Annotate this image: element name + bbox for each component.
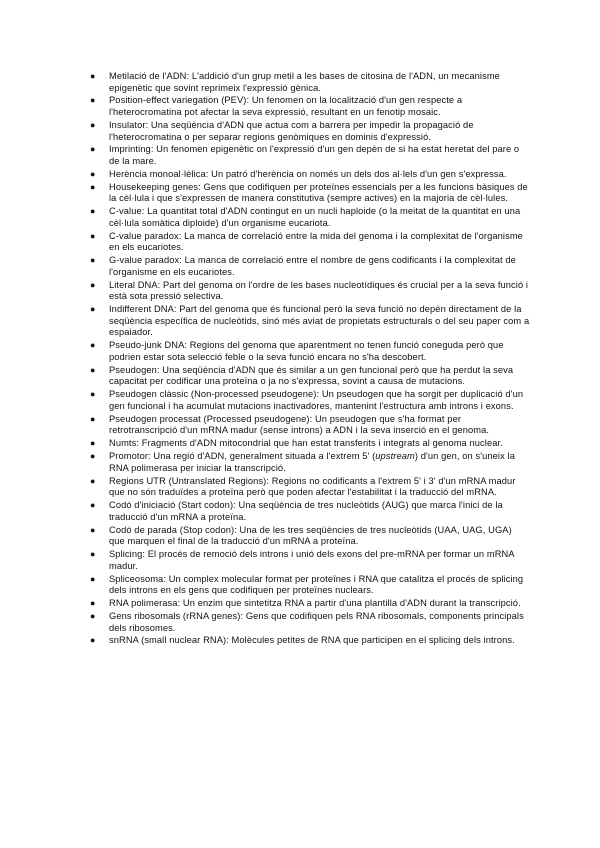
glossary-entry: Pseudogen processat (Processed pseudogene): Un pseudogen que s'ha format per retrotranscripció d'un mRNA madur (sense introns) a ADN i la seva inserció en el genoma. [109, 413, 490, 436]
list-item [90, 365, 530, 388]
list-item [90, 635, 530, 647]
bullet-icon: ● [90, 549, 96, 560]
bullet-icon: ● [90, 168, 96, 179]
list-item [90, 120, 530, 143]
glossary-entry: Numts: Fragments d'ADN mitocondrial que han estat transferits i integrats al genoma nuclear. [109, 438, 503, 449]
bullet-icon: ● [90, 475, 96, 486]
promotor-italic-term: upstream [375, 451, 415, 462]
list-item [90, 206, 530, 229]
promotor-text-after: ) d'un gen, on s'uneix la RNA polimerasa per iniciar la transcripció. [109, 451, 515, 473]
list-item [90, 304, 530, 339]
list-item [90, 438, 530, 450]
glossary-entry: Pseudo-junk DNA: Regions del genoma que aparentment no tenen funció coneguda però que podrien estar sota selecció feble o la seva funció encara no s'ha descobert. [109, 340, 504, 362]
glossary-entry: Codó de parada (Stop codon): Una de les tres seqüències de tres nucleòtids (UAA, UAG, UGA) que marquen el final de la traducció d'un mRNA a proteïna. [109, 524, 512, 547]
bullet-icon: ● [90, 304, 96, 315]
glossary-entry: Indifferent DNA: Part del genoma que és funcional però la seva funció no depèn directament de la seqüència específica de nucleòtids, sinó més aviat de propietats estructurals o del seu paper com a espaiador. [109, 304, 530, 338]
list-item [90, 549, 530, 572]
list-item [90, 144, 530, 167]
list-item [90, 525, 530, 548]
bullet-icon: ● [90, 598, 96, 609]
promotor-text-before: Promotor: Una regió d'ADN, generalment situada a l'extrem 5' ( [109, 451, 376, 462]
bullet-icon: ● [90, 71, 96, 81]
list-item [90, 95, 530, 118]
glossary-entry: Literal DNA: Part del genoma on l'ordre de les bases nucleotídiques és crucial per a la seva funció i està sota pressió selectiva. [109, 279, 529, 302]
list-item [90, 476, 530, 499]
glossary-entry: Imprinting: Un fenomen epigenètic on l'expressió d'un gen depèn de si ha estat heretat del pare o de la mare. [109, 144, 520, 167]
glossary-entry: Spliceosoma: Un complex molecular format per proteïnes i RNA que catalitza el procés de splicing dels introns en els gens que codifiquen per proteïnes nuclears. [109, 573, 524, 596]
bullet-icon: ● [90, 279, 96, 290]
glossary-entry: Codó d'iniciació (Start codon): Una seqüència de tres nucleòtids (AUG) que marca l'inici de la traducció d'un mRNA a proteïna. [109, 500, 503, 522]
list-item [90, 611, 530, 634]
bullet-icon: ● [90, 573, 96, 584]
list-item [90, 598, 530, 610]
bullet-icon: ● [90, 340, 96, 351]
bullet-icon: ● [90, 230, 96, 241]
bullet-icon: ● [90, 413, 96, 424]
bullet-icon: ● [90, 500, 96, 511]
bullet-icon: ● [90, 206, 96, 217]
glossary-entry: Insulator: Una seqüència d'ADN que actua com a barrera per impedir la propagació de l'heterocromatina o per separar regions genòmiques en dominis d'expressió. [109, 119, 474, 142]
bullet-icon: ● [90, 95, 96, 106]
glossary-entry: Metilació de l'ADN: L'addició d'un grup metil a les bases de citosina de l'ADN, un mecanisme epigenètic que sovint reprimeix l'expressió gènica. [109, 71, 500, 93]
glossary-entry: G-value paradox: La manca de correlació entre el nombre de gens codificants i la complexitat de l'organisme en els eucariotes. [109, 255, 516, 277]
glossary-entry: Herència monoal·lèlica: Un patró d'herència on només un dels dos al·lels d'un gen s'expressa. [109, 168, 507, 179]
glossary-entry: C-value: La quantitat total d'ADN contingut en un nucli haploide (o la meitat de la quantitat en una cèl·lula somàtica diploide) d'un organisme eucariota. [109, 206, 521, 228]
bullet-icon: ● [90, 181, 96, 192]
list-item [90, 231, 530, 254]
glossary-entry: Housekeeping genes: Gens que codifiquen per proteïnes essencials per a les funcions bàsiques de la cèl·lula i que s'expressen de manera constitutiva (sempre actives) en la majoria de cèl·lules. [109, 181, 528, 204]
bullet-icon: ● [90, 451, 96, 462]
glossary-entry: Regions UTR (Untranslated Regions): Regions no codificants a l'extrem 5' i 3' d'un mRNA madur que no són traduïdes a proteïna però que poden afectar l'estabilitat i la traducció del mRNA. [109, 475, 516, 498]
list-item [90, 169, 530, 181]
bullet-icon: ● [90, 610, 96, 621]
bullet-icon: ● [90, 144, 96, 155]
list-item [90, 451, 530, 474]
list-item [90, 280, 530, 303]
list-item [90, 71, 530, 94]
glossary-entry: C-value paradox: La manca de correlació entre la mida del genoma i la complexitat de l'organisme en els eucariotes. [109, 230, 523, 253]
bullet-icon: ● [90, 438, 96, 449]
bullet-icon: ● [90, 364, 96, 375]
bullet-icon: ● [90, 255, 96, 266]
glossary-entry: Pseudogen clàssic (Non-processed pseudogene): Un pseudogen que ha sorgit per duplicació d'un gen funcional i ha acumulat mutacions inactivadores, mantenint l'estructura amb introns i exons. [109, 389, 524, 411]
glossary-entry: Pseudogen: Una seqüència d'ADN que és similar a un gen funcional però que ha perdut la seva capacitat per codificar una proteïna o ja no s'expressa, sovint a causa de mutacions. [109, 364, 514, 387]
glossary-entry: Gens ribosomals (rRNA genes): Gens que codifiquen pels RNA ribosomals, components principals dels ribosomes. [109, 610, 524, 633]
list-item [90, 500, 530, 523]
list-item [90, 574, 530, 597]
list-item [90, 340, 530, 363]
list-item [90, 414, 530, 437]
glossary-entry: Splicing: El procés de remoció dels introns i unió dels exons del pre-mRNA per formar un mRNA madur. [109, 549, 515, 571]
glossary-entry: snRNA (small nuclear RNA): Molècules petites de RNA que participen en el splicing dels introns. [109, 635, 515, 646]
glossary-entry-promotor [109, 451, 515, 473]
bullet-icon: ● [90, 524, 96, 535]
bullet-icon: ● [90, 389, 96, 400]
glossary-entry: RNA polimerasa: Un enzim que sintetitza RNA a partir d'una plantilla d'ADN durant la transcripció. [109, 598, 521, 609]
glossary-list [90, 71, 530, 648]
glossary-entry: Position-effect variegation (PEV): Un fenomen on la localització d'un gen respecte a l'heterocromatina pot afectar la seva expressió, resultant en un fenotip mosaic. [109, 95, 463, 118]
bullet-icon: ● [90, 635, 96, 646]
list-item [90, 389, 530, 412]
bullet-icon: ● [90, 119, 96, 130]
list-item [90, 255, 530, 278]
list-item [90, 182, 530, 205]
